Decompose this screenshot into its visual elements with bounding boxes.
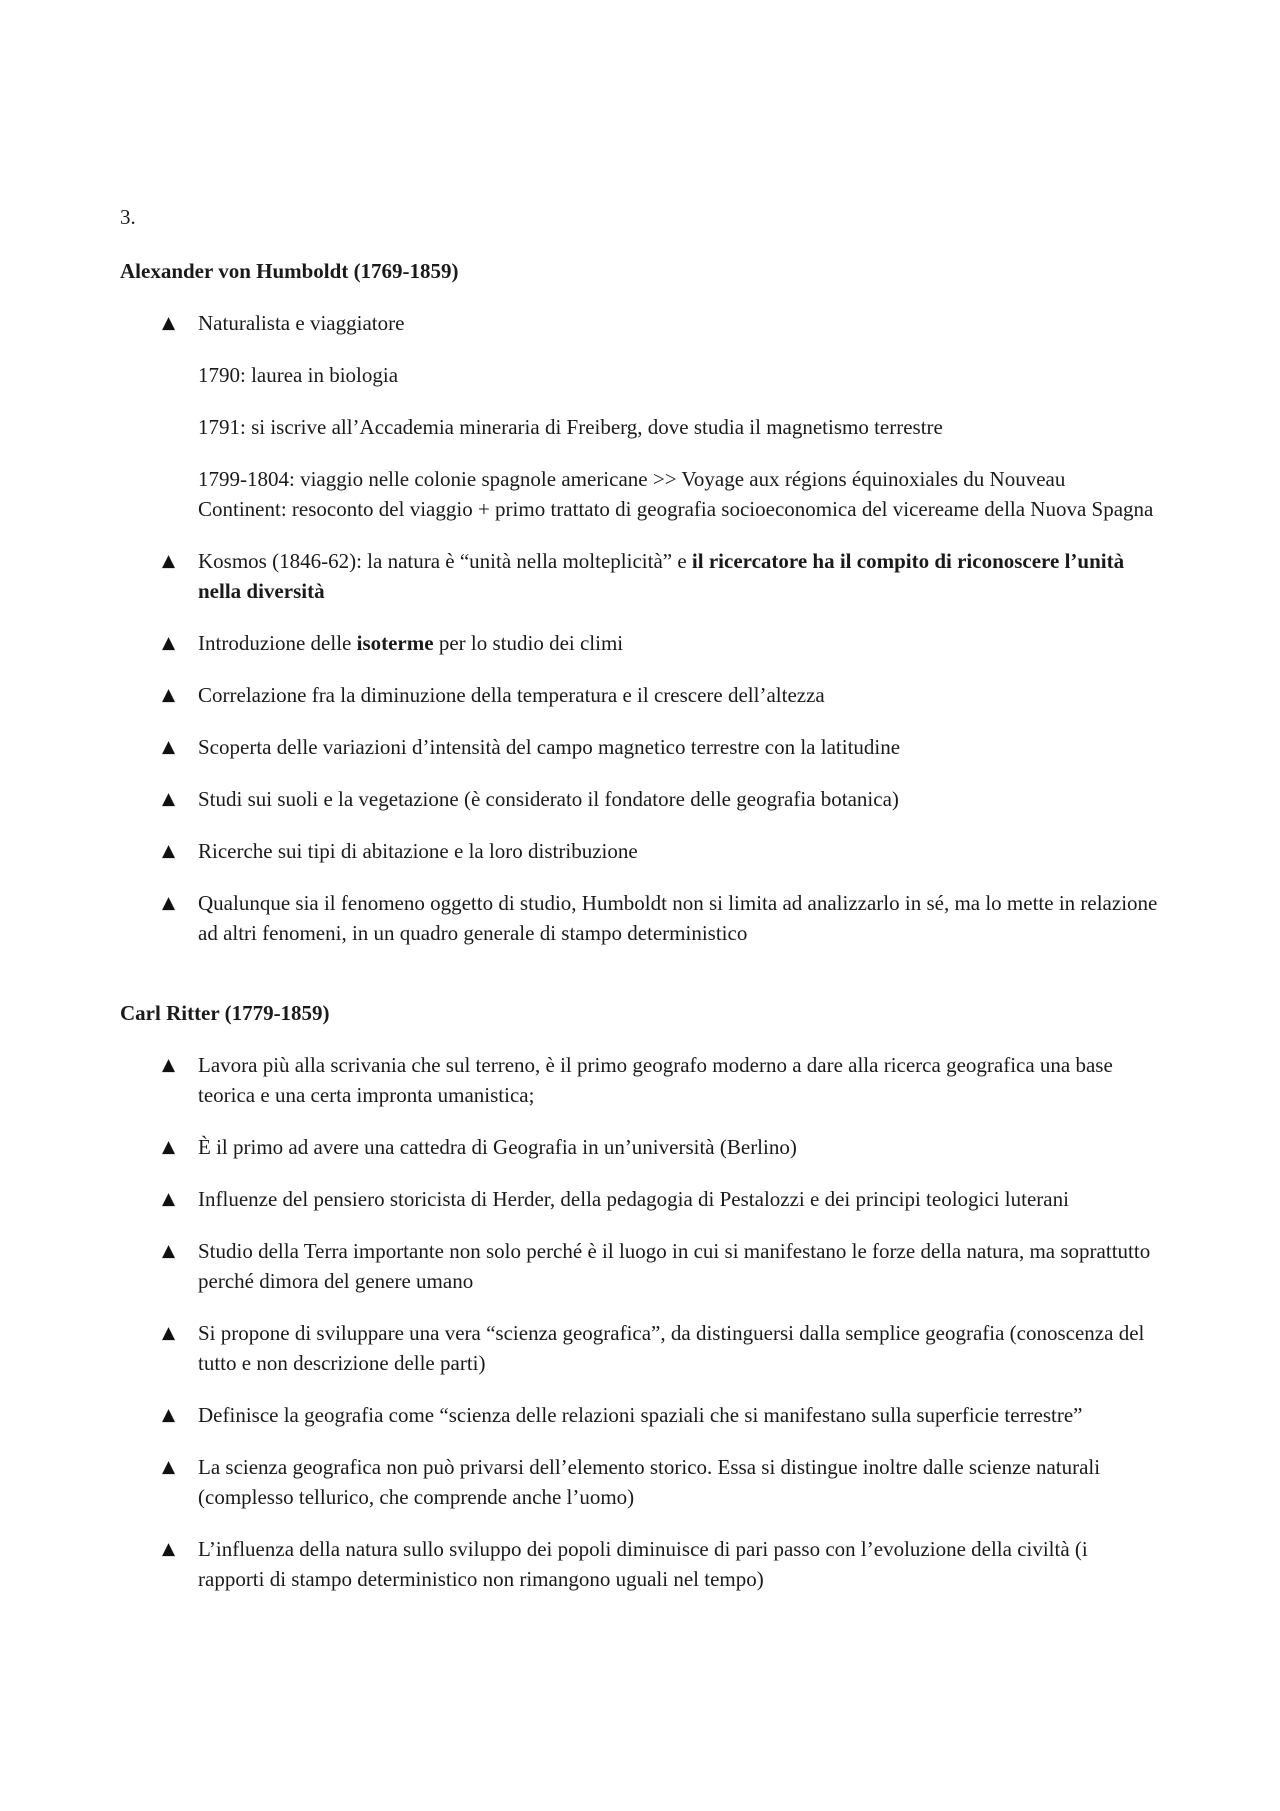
list-item xyxy=(120,1400,1158,1430)
bullet-text: La scienza geografica non può privarsi dell’elemento storico. Essa si distingue inoltre dalle scienze naturali (complesso tellurico, che comprende anche l’uomo) xyxy=(198,1455,1101,1509)
list-item xyxy=(120,1318,1158,1378)
bullet-subline: 1799-1804: viaggio nelle colonie spagnole americane >> Voyage aux régions équinoxiales du Nouveau Continent: resoconto del viaggio + primo trattato di geografia socioeconomica del vicereame della Nuova Spagna xyxy=(198,467,1154,521)
bullet-subline: 1791: si iscrive all’Accademia mineraria di Freiberg, dove studia il magnetismo terrestre xyxy=(198,415,943,439)
triangle-bullet-icon: ▲ xyxy=(162,1241,176,1261)
triangle-bullet-icon: ▲ xyxy=(162,1055,176,1075)
triangle-bullet-icon: ▲ xyxy=(162,1323,176,1343)
list-item xyxy=(120,784,1158,814)
ritter-heading: Carl Ritter (1779-1859) xyxy=(120,1001,330,1025)
list-item xyxy=(120,732,1158,762)
list-item xyxy=(120,546,1158,606)
bullet-text: Introduzione delle xyxy=(198,631,357,655)
triangle-bullet-icon: ▲ xyxy=(162,1137,176,1157)
triangle-bullet-icon: ▲ xyxy=(162,551,176,571)
humboldt-section xyxy=(120,256,1160,948)
triangle-bullet-icon: ▲ xyxy=(162,633,176,653)
bullet-text: Ricerche sui tipi di abitazione e la loro distribuzione xyxy=(198,839,638,863)
bullet-text: Naturalista e viaggiatore xyxy=(198,311,405,335)
list-item xyxy=(120,1184,1158,1214)
bullet-text: Si propone di sviluppare una vera “scienza geografica”, da distinguersi dalla semplice geografia (conoscenza del tutto e non descrizione delle parti) xyxy=(198,1321,1145,1375)
triangle-bullet-icon: ▲ xyxy=(162,313,176,333)
document-page xyxy=(120,0,1160,1811)
triangle-bullet-icon: ▲ xyxy=(162,1189,176,1209)
humboldt-bullet-list xyxy=(120,308,1160,948)
bullet-text: Correlazione fra la diminuzione della temperatura e il crescere dell’altezza xyxy=(198,683,825,707)
triangle-bullet-icon: ▲ xyxy=(162,841,176,861)
bullet-text: Studio della Terra importante non solo perché è il luogo in cui si manifestano le forze della natura, ma soprattutto perché dimora del genere umano xyxy=(198,1239,1151,1293)
list-item xyxy=(120,308,1158,524)
humboldt-heading: Alexander von Humboldt (1769-1859) xyxy=(120,259,459,283)
bullet-text: Lavora più alla scrivania che sul terreno, è il primo geografo moderno a dare alla ricerca geografica una base teorica e una certa impronta umanistica; xyxy=(198,1053,1113,1107)
triangle-bullet-icon: ▲ xyxy=(162,893,176,913)
bullet-text: Kosmos (1846-62): la natura è “unità nella molteplicità” e xyxy=(198,549,692,573)
page-number: 3. xyxy=(120,205,136,229)
bullet-bold-text: il ricercatore ha il compito di riconoscere l’unità nella diversità xyxy=(198,549,1125,603)
bullet-text: L’influenza della natura sullo sviluppo dei popoli diminuisce di pari passo con l’evoluzione della civiltà (i rapporti di stampo deterministico non rimangono uguali nel tempo) xyxy=(198,1537,1088,1591)
bullet-text: Definisce la geografia come “scienza delle relazioni spaziali che si manifestano sulla superficie terrestre” xyxy=(198,1403,1083,1427)
list-item xyxy=(120,1452,1158,1512)
list-item xyxy=(120,1132,1158,1162)
triangle-bullet-icon: ▲ xyxy=(162,1457,176,1477)
bullet-text: Influenze del pensiero storicista di Herder, della pedagogia di Pestalozzi e dei principi teologici luterani xyxy=(198,1187,1069,1211)
bullet-text: Studi sui suoli e la vegetazione (è considerato il fondatore delle geografia botanica) xyxy=(198,787,899,811)
triangle-bullet-icon: ▲ xyxy=(162,1405,176,1425)
list-item xyxy=(120,1236,1158,1296)
list-item xyxy=(120,1050,1158,1110)
list-item xyxy=(120,628,1158,658)
bullet-text: per lo studio dei climi xyxy=(433,631,624,655)
ritter-section xyxy=(120,998,1160,1594)
triangle-bullet-icon: ▲ xyxy=(162,789,176,809)
bullet-bold-text: isoterme xyxy=(356,631,434,655)
ritter-bullet-list xyxy=(120,1050,1160,1594)
bullet-subline: 1790: laurea in biologia xyxy=(198,363,399,387)
list-item xyxy=(120,1534,1158,1594)
triangle-bullet-icon: ▲ xyxy=(162,1539,176,1559)
list-item xyxy=(120,680,1158,710)
list-item xyxy=(120,888,1158,948)
triangle-bullet-icon: ▲ xyxy=(162,685,176,705)
triangle-bullet-icon: ▲ xyxy=(162,737,176,757)
list-item xyxy=(120,836,1158,866)
bullet-text: Scoperta delle variazioni d’intensità del campo magnetico terrestre con la latitudine xyxy=(198,735,901,759)
bullet-text: Qualunque sia il fenomeno oggetto di studio, Humboldt non si limita ad analizzarlo in sé, ma lo mette in relazione ad altri fenomeni, in un quadro generale di stampo deterministico xyxy=(198,891,1158,945)
bullet-text: È il primo ad avere una cattedra di Geografia in un’università (Berlino) xyxy=(198,1135,797,1159)
